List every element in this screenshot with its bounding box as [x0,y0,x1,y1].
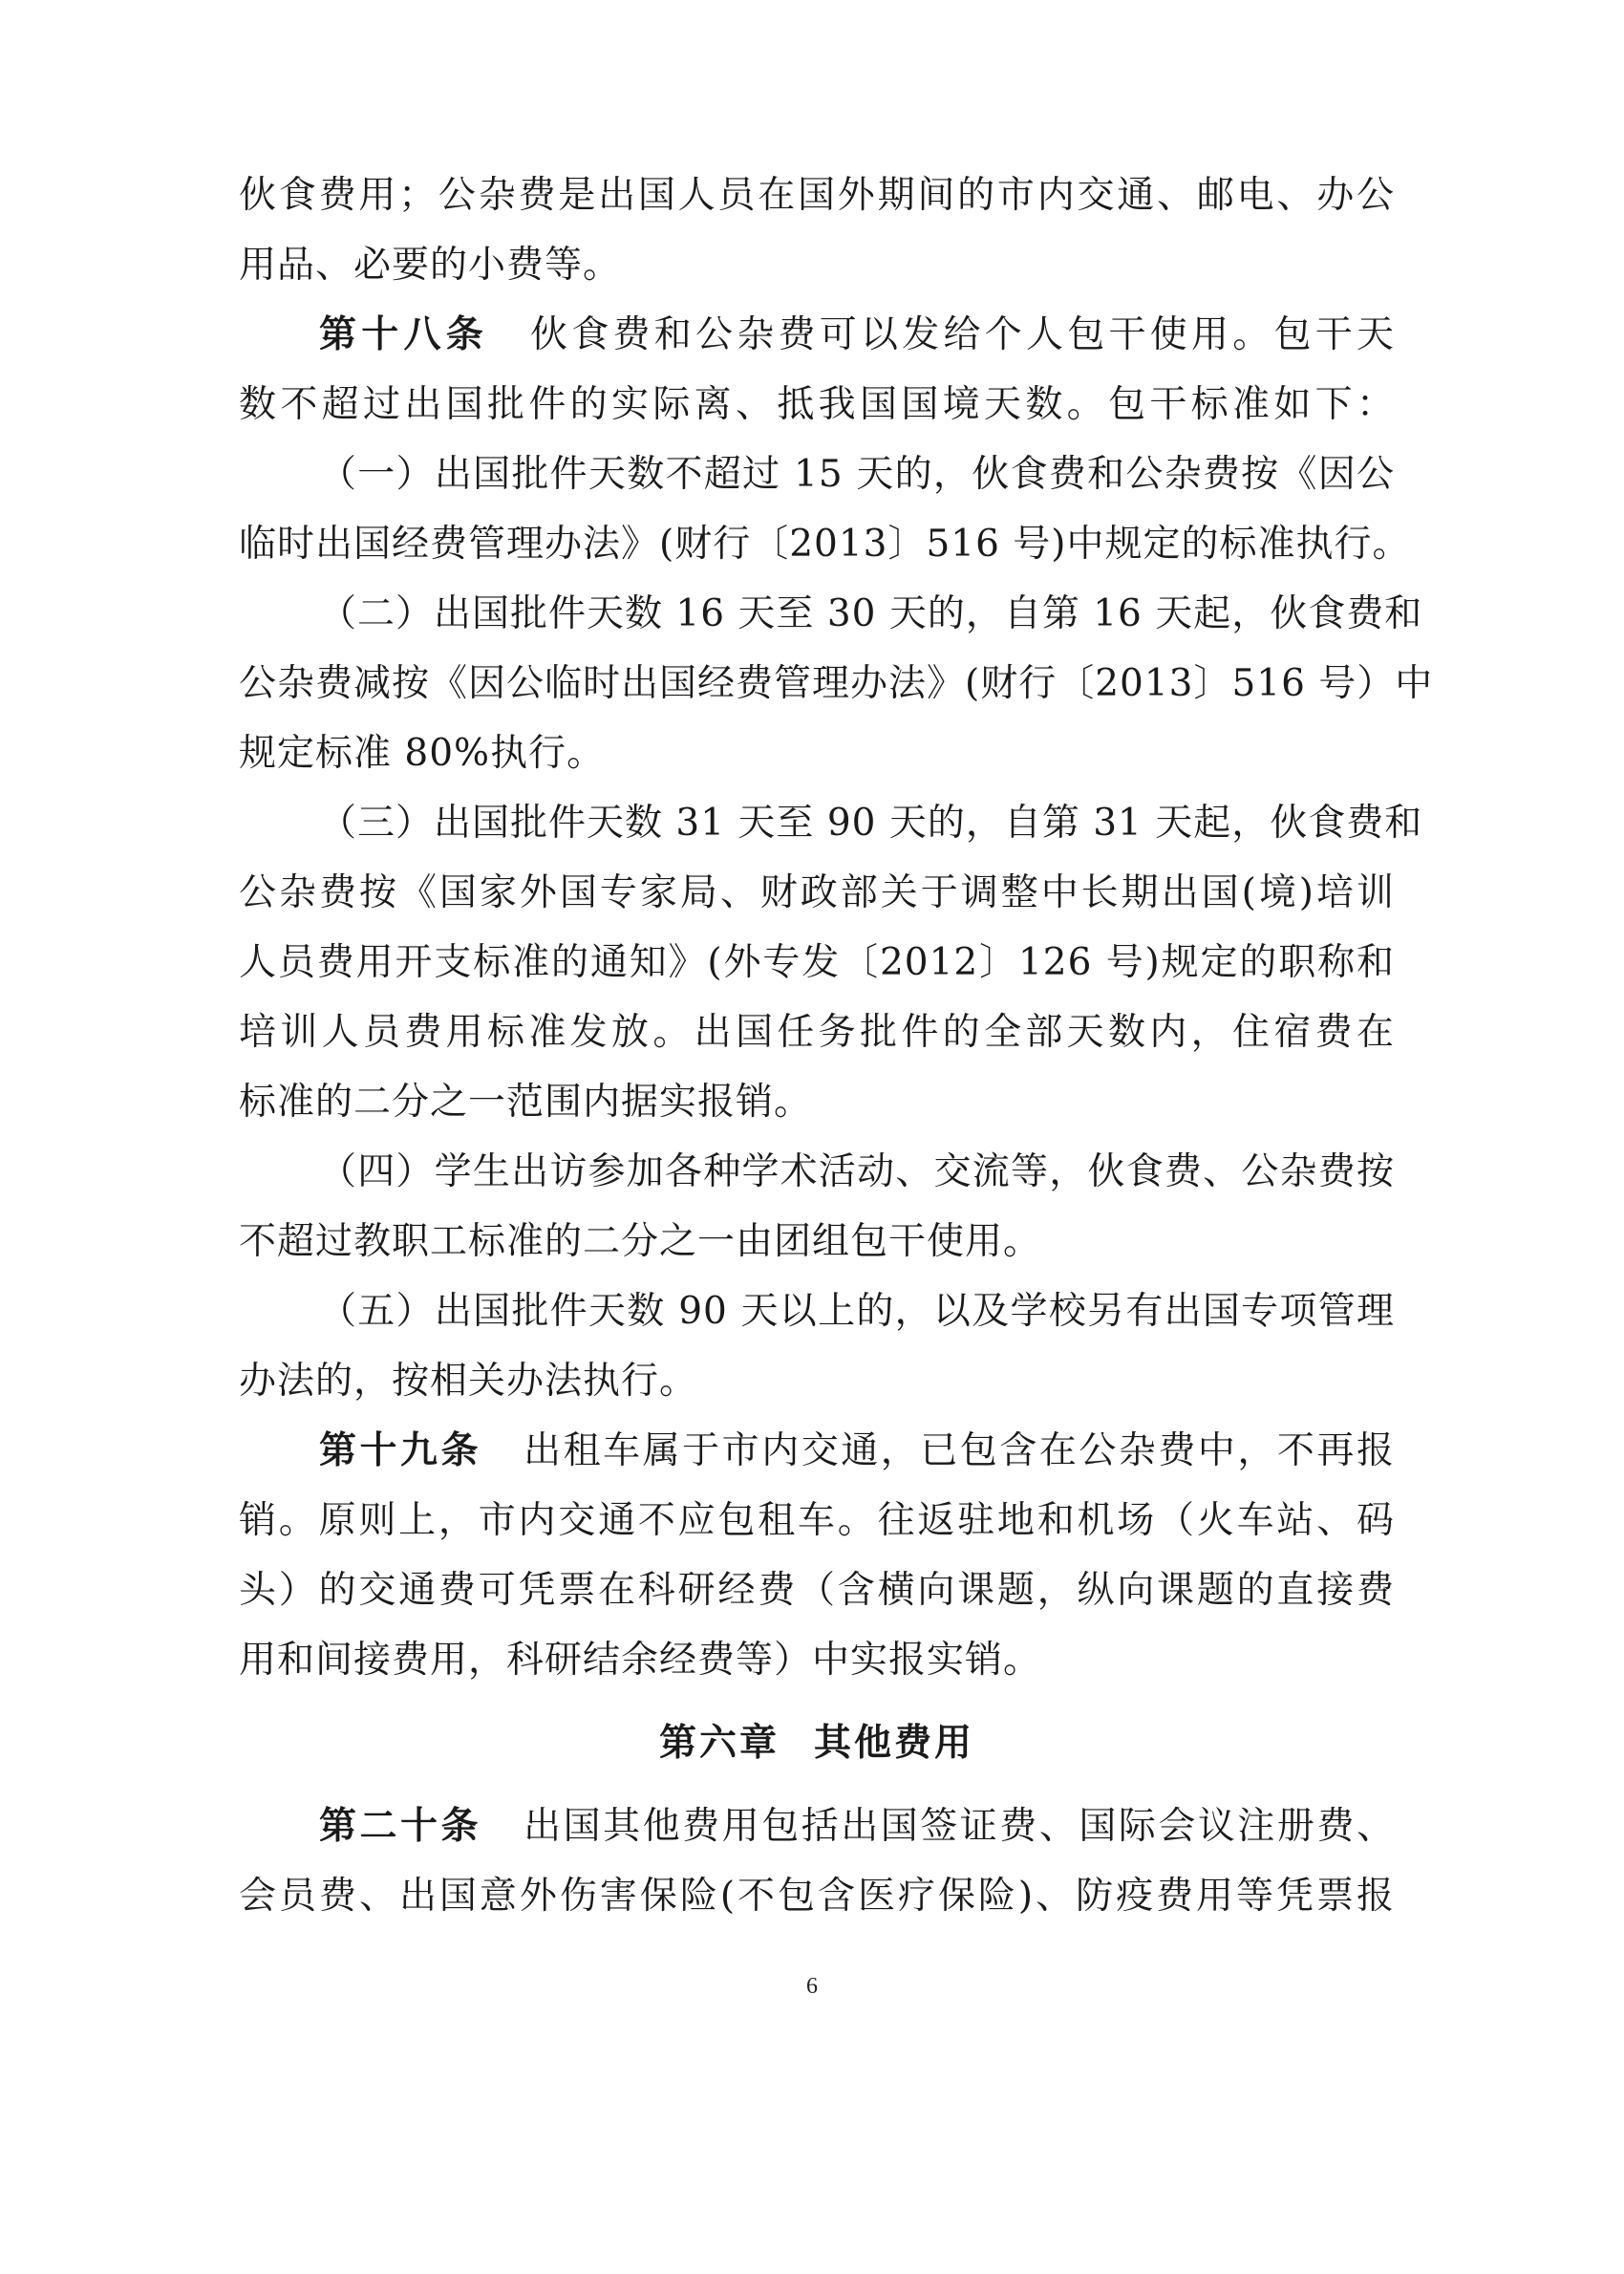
article-20-line [239,1791,1395,1861]
paragraph-line: 数不超过出国批件的实际离、抵我国国境天数。包干标准如下： [239,383,1395,426]
paragraph-line: 公杂费按《国家外国专家局、财政部关于调整中长期出国(境)培训 [239,871,1395,914]
article-19-line [239,1416,1395,1486]
paragraph-line: 头）的交通费可凭票在科研经费（含横向课题，纵向课题的直接费 [239,1569,1395,1612]
paragraph-line: 规定标准 80%执行。 [239,732,606,775]
item-1-line: （一）出国批件天数不超过 15 天的，伙食费和公杂费按《因公 [319,453,1395,496]
article-18-title: 第十八条 [319,313,488,356]
page-number: 6 [806,1974,818,1999]
paragraph-line: 会员费、出国意外伤害保险(不包含医疗保险)、防疫费用等凭票报 [239,1875,1395,1918]
chapter-title: 其他费用 [814,1722,975,1765]
article-18-text: 伙食费和公杂费可以发给个人包干使用。包干天 [530,313,1395,356]
paragraph-line: 不超过教职工标准的二分之一由团组包干使用。 [239,1220,1042,1263]
paragraph-line: 用品、必要的小费等。 [239,244,622,287]
chapter-heading [239,1708,1395,1778]
article-20-text: 出国其他费用包括出国签证费、国际会议注册费、 [524,1805,1395,1848]
paragraph-line: 培训人员费用标准发放。出国任务批件的全部天数内，住宿费在 [239,1011,1395,1054]
article-18-line [239,300,1395,370]
paragraph-line: 人员费用开支标准的通知》(外专发〔2012〕126 号)规定的职称和 [239,941,1395,984]
item-2-line: （二）出国批件天数 16 天至 30 天的，自第 16 天起，伙食费和 [319,592,1423,635]
paragraph-line: 用和间接费用，科研结余经费等）中实报实销。 [239,1639,1042,1682]
article-19-title: 第十九条 [319,1429,482,1472]
paragraph-line: 标准的二分之一范围内据实报销。 [239,1081,813,1124]
item-4-line: （四）学生出访参加各种学术活动、交流等，伙食费、公杂费按 [319,1150,1395,1193]
item-5-line: （五）出国批件天数 90 天以上的，以及学校另有出国专项管理 [319,1290,1395,1333]
chapter-number: 第六章 [658,1722,780,1765]
paragraph-line: 办法的，按相关办法执行。 [239,1360,698,1403]
paragraph-line: 临时出国经费管理办法》(财行〔2013〕516 号)中规定的标准执行。 [239,523,1411,566]
document-body [239,161,1434,1931]
item-3-line: （三）出国批件天数 31 天至 90 天的，自第 31 天起，伙食费和 [319,802,1423,845]
article-19-text: 出租车属于市内交通，已包含在公杂费中，不再报 [524,1429,1395,1472]
article-20-title: 第二十条 [319,1805,482,1848]
paragraph-line: 伙食费用；公杂费是出国人员在国外期间的市内交通、邮电、办公 [239,174,1395,217]
paragraph-line: 销。原则上，市内交通不应包租车。往返驻地和机场（火车站、码 [239,1499,1395,1542]
paragraph-line: 公杂费减按《因公临时出国经费管理办法》(财行〔2013〕516 号）中 [239,662,1434,705]
